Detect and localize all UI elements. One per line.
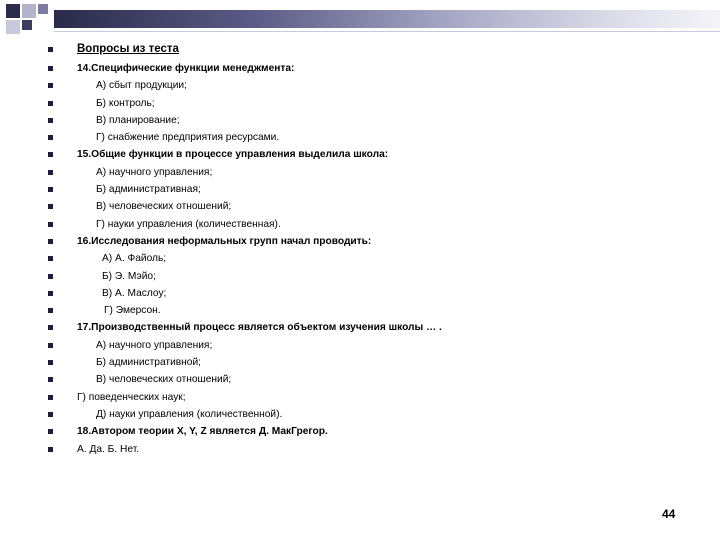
list-item-text: 16.Исследования неформальных групп начал проводить: [77,235,372,247]
list-item-text: Г) поведенческих наук; [77,391,186,403]
slide-content [0,39,720,458]
header-decoration [0,0,720,44]
list-item-text: А) научного управления; [96,166,213,178]
bullet-square-icon [48,222,53,227]
slide-title-row [0,39,720,60]
bullet-square-icon [48,118,53,123]
list-item-text: 14.Специфические функции менеджмента: [77,63,295,74]
list-item-text: Б) административная; [96,184,201,196]
list-item-text: Б) контроль; [96,97,155,109]
list-item [0,77,720,94]
list-item [0,233,720,250]
list-item [0,389,720,406]
list-item-text: А. Да. Б. Нет. [77,443,140,455]
bullet-square-icon [48,135,53,140]
question-list [0,60,720,458]
list-item-text: А) А. Файоль; [102,253,167,265]
header-divider [54,31,720,32]
list-item [0,441,720,458]
decor-square-dark-2 [22,20,32,30]
decor-square-mid [38,4,48,14]
list-item-text: А) сбыт продукции; [96,80,187,92]
list-item [0,423,720,440]
header-gradient-bar [54,10,720,28]
decor-square-light [22,4,36,18]
bullet-square-icon [48,47,53,52]
list-item [0,95,720,112]
bullet-square-icon [48,274,53,279]
list-item [0,371,720,388]
bullet-square-icon [48,101,53,106]
bullet-square-icon [48,377,53,382]
list-item [0,198,720,215]
list-item-text: Б) административной; [96,357,201,369]
bullet-square-icon [48,204,53,209]
list-item-text: Д) науки управления (количественной). [96,408,283,420]
list-item [0,319,720,336]
bullet-square-icon [48,429,53,434]
list-item [0,354,720,371]
list-item-text: 17.Производственный процесс является объектом изучения школы … . [77,322,442,334]
bullet-square-icon [48,83,53,88]
bullet-square-icon [48,308,53,313]
bullet-square-icon [48,395,53,400]
bullet-square-icon [48,239,53,244]
list-item-text: А) научного управления; [96,339,213,351]
list-item-text: Б) Э. Мэйо; [102,270,156,282]
list-item [0,302,720,319]
bullet-square-icon [48,325,53,330]
bullet-square-icon [48,170,53,175]
list-item [0,112,720,129]
list-item [0,181,720,198]
bullet-square-icon [48,187,53,192]
list-item-text: 18.Автором теории X, Y, Z является Д. МакГрегор. [77,426,328,438]
slide-title: Вопросы из теста [77,43,179,55]
bullet-square-icon [48,447,53,452]
list-item-text: Г) снабжение предприятия ресурсами. [96,132,280,144]
list-item [0,146,720,163]
bullet-square-icon [48,66,53,71]
bullet-square-icon [48,412,53,417]
list-item [0,268,720,285]
decor-square-light-2 [6,20,20,34]
list-item-text: 15.Общие функции в процессе управления выделила школа: [77,149,389,161]
list-item [0,406,720,423]
list-item-text: В) человеческих отношений; [96,374,232,386]
list-item [0,60,720,77]
list-item-text: В) А. Маслоу; [102,287,167,299]
bullet-square-icon [48,343,53,348]
list-item-text: В) человеческих отношений; [96,201,232,213]
bullet-square-icon [48,360,53,365]
list-item [0,337,720,354]
decor-square-dark [6,4,20,18]
list-item [0,129,720,146]
list-item-text: Г) Эмерсон. [104,305,161,317]
bullet-square-icon [48,256,53,261]
list-item [0,164,720,181]
list-item [0,250,720,267]
list-item [0,285,720,302]
bullet-square-icon [48,291,53,296]
page-number: 44 [662,507,676,521]
list-item-text: В) планирование; [96,114,180,126]
list-item-text: Г) науки управления (количественная). [96,218,281,230]
bullet-square-icon [48,152,53,157]
list-item [0,216,720,233]
